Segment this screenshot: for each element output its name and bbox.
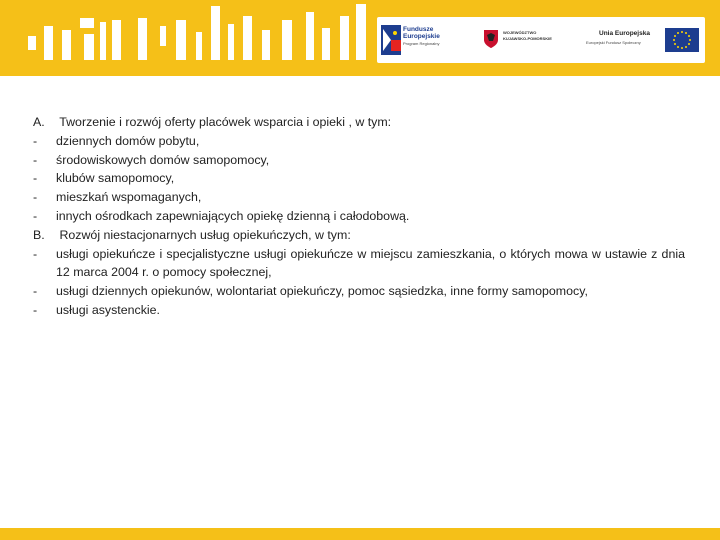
list-text: klubów samopomocy,	[56, 171, 175, 186]
list-marker: B.	[33, 227, 45, 242]
decorative-block	[84, 34, 94, 60]
decorative-block	[62, 30, 71, 60]
list-marker: -	[33, 152, 38, 167]
decorative-block	[322, 28, 330, 60]
list-item	[33, 207, 685, 226]
fundusze-subtitle: Program Regionalny	[403, 41, 440, 46]
fundusze-europejskie-logo-icon	[381, 25, 401, 55]
decorative-block	[100, 22, 106, 60]
coat-of-arms-icon	[483, 29, 499, 49]
list-text: dziennych domów pobytu,	[56, 133, 200, 148]
list-text: Rozwój niestacjonarnych usług opiekuńczych, w tym:	[56, 227, 351, 242]
list-marker: -	[33, 208, 38, 223]
list-marker: -	[33, 302, 38, 317]
list-item	[33, 301, 685, 320]
list-text: środowiskowych domów samopomocy,	[56, 152, 270, 167]
decorative-block	[306, 12, 314, 60]
fundusze-title-line1: Fundusze	[403, 26, 434, 33]
decorative-block	[112, 20, 121, 60]
list-marker: A.	[33, 115, 45, 129]
list-marker: -	[33, 133, 38, 148]
content-list	[33, 113, 685, 320]
footer-band	[0, 528, 720, 540]
list-text: usługi opiekuńcze i specjalistyczne usługi opiekuńcze w miejscu zamieszkania, o których mowa w ustawie z dnia 12 marca 2004 r. o pomocy społecznej,	[56, 246, 685, 280]
decorative-block	[196, 32, 202, 60]
list-marker: -	[33, 171, 38, 186]
list-marker: -	[33, 190, 38, 205]
list-text: mieszkań wspomaganych,	[56, 190, 202, 205]
list-item	[33, 169, 685, 188]
region-name-line2: KUJAWSKO-POMORSKIE	[503, 36, 552, 41]
list-item	[33, 282, 685, 301]
decorative-block	[28, 36, 36, 50]
list-text: Tworzenie i rozwój oferty placówek wsparcia i opieki , w tym:	[56, 115, 392, 129]
decorative-block	[282, 20, 292, 60]
list-item	[33, 151, 685, 170]
ue-title: Unia Europejska	[599, 30, 650, 37]
decorative-block	[340, 16, 349, 60]
list-text: innych ośrodkach zapewniających opiekę dzienną i całodobową.	[56, 208, 410, 223]
list-item	[33, 113, 685, 132]
list-item	[33, 188, 685, 207]
decorative-block	[176, 20, 186, 60]
decorative-block	[138, 18, 147, 60]
header-band	[0, 0, 720, 76]
decorative-block	[160, 26, 166, 46]
decorative-block	[44, 26, 53, 60]
decorative-block	[243, 16, 252, 60]
fundusze-title-line2: Europejskie	[403, 33, 440, 40]
list-marker: -	[33, 284, 38, 299]
decorative-block	[356, 4, 366, 60]
list-text: usługi dziennych opiekunów, wolontariat opiekuńczy, pomoc sąsiedzka, inne formy samopomocy,	[56, 284, 588, 299]
eu-flag-icon	[665, 28, 699, 52]
decorative-block	[211, 6, 220, 60]
decorative-block	[262, 30, 270, 60]
logo-strip	[377, 17, 705, 63]
region-name-line1: WOJEWÓDZTWO	[503, 30, 537, 35]
ue-subtitle: Europejski Fundusz Społeczny	[586, 40, 641, 45]
list-text: usługi asystenckie.	[56, 302, 160, 317]
list-item	[33, 226, 685, 245]
list-marker: -	[33, 246, 38, 261]
list-item	[33, 132, 685, 151]
list-item	[33, 245, 685, 283]
decorative-block	[228, 24, 234, 60]
decorative-block	[80, 18, 94, 28]
